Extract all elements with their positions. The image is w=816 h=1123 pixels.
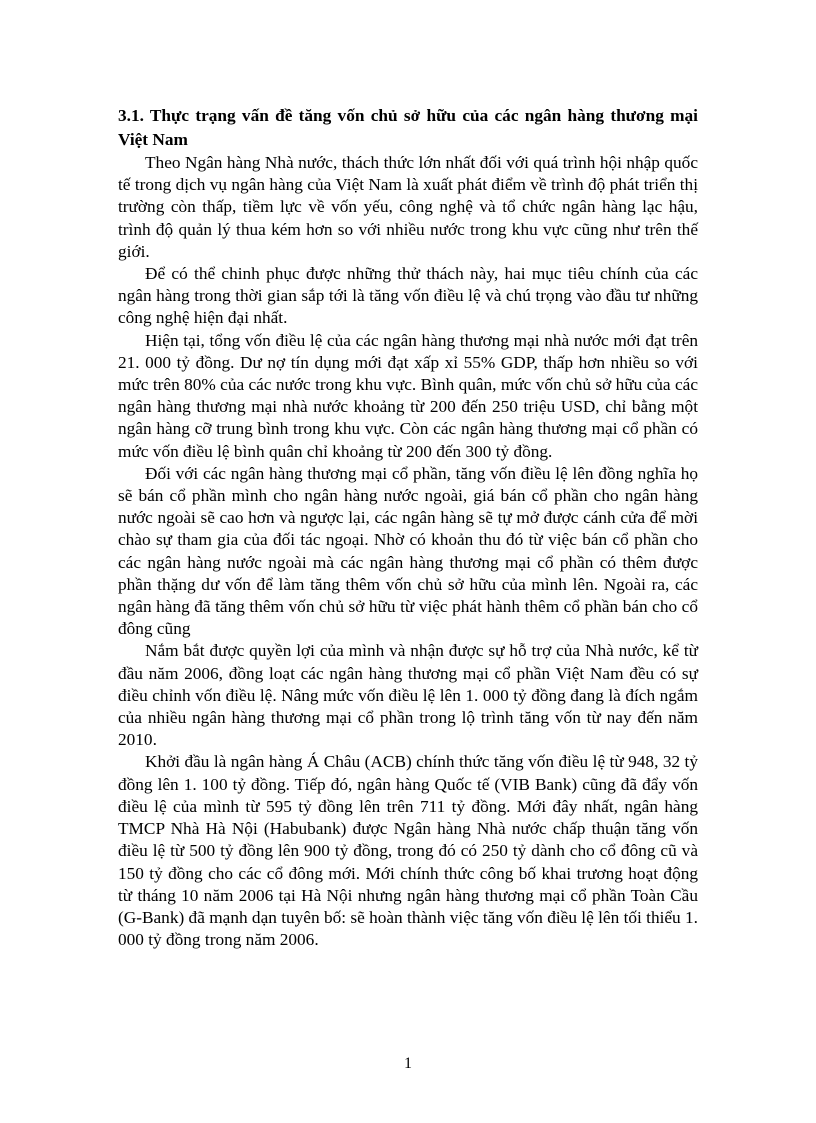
section-heading: 3.1. Thực trạng vấn đề tăng vốn chủ sở hữu của các ngân hàng thương mại Việt Nam [118,106,698,149]
page-number: 1 [404,1055,412,1072]
paragraph-1: Theo Ngân hàng Nhà nước, thách thức lớn nhất đối với quá trình hội nhập quốc tế trong dịch vụ ngân hàng của Việt Nam là xuất phát điểm về trình độ phát triển thị trường còn thấp, tiềm lực về vốn yếu, công nghệ và tổ chức ngân hàng lạc hậu, trình độ quản lý thua kém hơn so với nhiều nước trong khu vực cũng như trên thế giới. [118,153,698,261]
paragraph-4: Đối với các ngân hàng thương mại cổ phần, tăng vốn điều lệ lên đồng nghĩa họ sẽ bán cổ phần mình cho ngân hàng nước ngoài, giá bán cổ phần cho ngân hàng nước ngoài sẽ cao hơn và ngược lại, các ngân hàng sẽ tự mở được cánh cửa để mời chào sự tham gia của đối tác ngoại. Nhờ có khoản thu đó từ việc bán cổ phần cho các ngân hàng nước ngoài mà các ngân hàng thương mại cổ phần có thêm được phần thặng dư vốn để làm tăng thêm vốn chủ sở hữu của mình lên. Ngoài ra, các ngân hàng đã tăng thêm vốn chủ sở hữu từ việc phát hành thêm cổ phần bán cho cổ đông cũng [118,463,698,639]
paragraph-6: Khởi đầu là ngân hàng Á Châu (ACB) chính thức tăng vốn điều lệ từ 948, 32 tỷ đồng lên 1. 100 tỷ đồng. Tiếp đó, ngân hàng Quốc tế (VIB Bank) cũng đã đẩy vốn điều lệ của mình từ 595 tỷ đồng lên trên 711 tỷ đồng. Mới đây nhất, ngân hàng TMCP Nhà Hà Nội (Habubank) được Ngân hàng Nhà nước chấp thuận tăng vốn điều lệ từ 500 tỷ đồng lên 900 tỷ đồng, trong đó có 250 tỷ dành cho cổ đông cũ và 150 tỷ đồng cho các cổ đông mới. Mới chính thức công bố khai trương hoạt động từ tháng 10 năm 2006 tại Hà Nội nhưng ngân hàng thương mại cổ phần Toàn Cầu (G-Bank) đã mạnh dạn tuyên bố: sẽ hoàn thành việc tăng vốn điều lệ lên tối thiểu 1. 000 tỷ đồng trong năm 2006. [118,752,698,950]
paragraph-5: Nắm bắt được quyền lợi của mình và nhận được sự hỗ trợ của Nhà nước, kể từ đầu năm 2006, đồng loạt các ngân hàng thương mại cổ phần Việt Nam đều có sự điều chỉnh vốn điều lệ. Nâng mức vốn điều lệ lên 1. 000 tỷ đồng đang là đích ngắm của nhiều ngân hàng thương mại cổ phần trong lộ trình tăng vốn từ nay đến năm 2010. [118,641,698,750]
paragraph-3: Hiện tại, tổng vốn điều lệ của các ngân hàng thương mại nhà nước mới đạt trên 21. 000 tỷ đồng. Dư nợ tín dụng mới đạt xấp xỉ 55% GDP, thấp hơn nhiều so với mức trên 80% của các nước trong khu vực. Bình quân, mức vốn chủ sở hữu của các ngân hàng thương mại nhà nước khoảng từ 200 đến 250 triệu USD, chỉ bằng một ngân hàng cỡ trung bình trong khu vực. Còn các ngân hàng thương mại cổ phần có mức vốn điều lệ bình quân chỉ khoảng từ 200 đến 300 tỷ đồng. [118,330,698,461]
paragraph-2: Để có thể chinh phục được những thử thách này, hai mục tiêu chính của các ngân hàng trong thời gian sắp tới là tăng vốn điều lệ và chú trọng vào đầu tư những công nghệ hiện đại nhất. [118,264,698,328]
page-content [118,104,698,951]
